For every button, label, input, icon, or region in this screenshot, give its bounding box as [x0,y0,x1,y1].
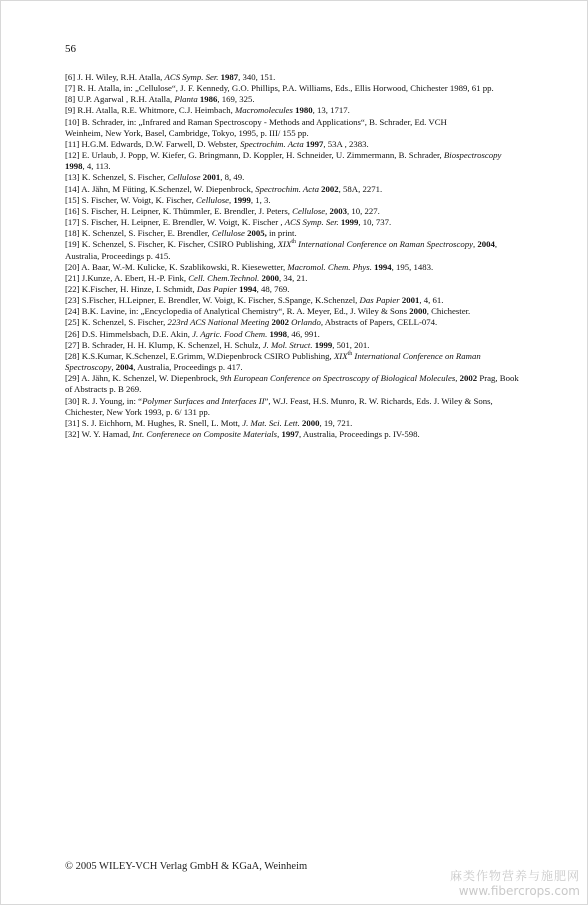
reference-year: 1997 [281,429,299,439]
reference-item [65,83,520,94]
reference-item [65,239,520,261]
reference-text: , 10, 737. [358,217,392,228]
reference-year: 1998 [269,328,287,339]
reference-italic-text: J. Mat. Sci. Lett. [242,417,300,428]
reference-italic-text: ACS Symp. Ser. [284,217,339,228]
reference-text: in print. [266,228,297,239]
reference-italic-text: ACS Symp. Ser. [164,72,219,82]
reference-text: [14] A. Jähn, M Füting, K.Schenzel, W. Diepenbrock, [65,183,256,194]
reference-item [65,306,520,317]
reference-item [65,273,520,284]
reference-year: 2003 [329,205,348,216]
reference-text: , [111,362,116,373]
reference-italic-text: Spectrochim. Acta [240,138,304,149]
reference-text: [10] B. Schrader, in: „Infrared and Raman Spectroscopy - Methods and Applications“, B. Schrader, Ed. VCH [65,116,447,127]
reference-text: [20] A. Baar, W.-M. Kulicke, K. Szablikowski, R. Kiesewetter, [65,261,288,272]
reference-text: , Chichester. [426,306,471,317]
reference-year: 1999 [233,194,251,205]
reference-text: [13] K. Schenzel, S. Fischer, [65,172,168,183]
reference-text: , 4, 113. [82,161,111,172]
reference-item [65,184,520,195]
reference-text: [15] S. Fischer, W. Voigt, K. Fischer, [65,194,196,205]
reference-item [65,262,520,273]
reference-text: , 8, 49. [220,172,245,183]
reference-text: , 169, 325. [217,94,255,105]
reference-item [65,295,520,306]
reference-item [65,105,520,116]
reference-text: , 53A , 2383. [323,138,369,149]
reference-text: , [472,239,478,250]
reference-italic-text: Orlando, [291,317,324,328]
reference-year: 2002 [321,183,339,194]
reference-year: 2002 [271,317,289,328]
reference-text: , 13, 1717. [312,105,350,116]
reference-text: [25] K. Schenzel, S. Fischer, [65,317,168,328]
reference-year: 1994 [374,261,392,272]
reference-text: [8] U.P. Agarwal , R.H. Atalla, [65,94,175,105]
reference-text: , [277,429,282,439]
reference-text: [17] S. Fischer, H. Leipner, E. Brendler, W. Voigt, K. Fischer , [65,217,285,228]
reference-item [65,418,520,429]
reference-item [65,172,520,183]
reference-year: 2005, [247,228,267,239]
reference-year: 2004 [115,362,134,373]
reference-year: 2001 [202,172,221,183]
reference-text: [19] K. Schenzel, S. Fischer, K. Fischer, CSIRO Publishing, [65,239,278,250]
reference-italic-text: Cell. Chem.Technol. [188,272,260,283]
reference-list [65,72,520,440]
reference-text: [11] H.G.M. Edwards, D.W. Farwell, D. Webster, [65,138,241,149]
reference-italic-text: Planta [174,94,198,105]
reference-italic-text: XIX [277,239,292,250]
page-number: 56 [65,43,76,55]
reference-year: 2000 [261,272,280,283]
reference-text: [9] R.H. Atalla, R.E. Whitmore, C.J. Heimbach, [65,105,235,116]
reference-year: 2002 [459,373,478,384]
reference-italic-text: XIX [333,350,348,361]
reference-year: 1999 [314,339,333,350]
reference-item [65,284,520,295]
reference-year: 1997 [305,138,324,149]
reference-text: , 195, 1483. [391,261,434,272]
reference-superscript: th [347,351,353,357]
reference-text: , Australia, Proceedings p. IV-598. [298,429,420,439]
reference-year: 2001 [401,295,420,306]
reference-item [65,373,520,395]
reference-text: [21] J.Kunze, A. Ebert, H.-P. Fink, [65,272,189,283]
reference-text: , [455,373,460,384]
reference-text: , 46, 991. [286,328,320,339]
reference-italic-text: Biospectroscopy [443,150,502,161]
reference-text: [30] R. J. Young, in: “ [65,395,143,406]
reference-item [65,94,520,105]
reference-text: [6] J. H. Wiley, R.H. Atalla, [65,72,165,82]
reference-italic-text: Cellulose [195,194,230,205]
reference-italic-text: Spectrochim. Acta [255,183,319,194]
reference-italic-text: 223rd ACS National Meeting [167,317,270,328]
reference-text: ”, W.J. Feast, H.S. Munro, R. W. Richards, Eds. J. Wiley & Sons, Chichester, New York 1993, p. 6/ 131 pp. [65,395,493,417]
site-watermark [450,869,580,899]
reference-text: , [325,205,330,216]
reference-year: 2000 [301,417,320,428]
reference-year: 2004 [477,239,495,250]
reference-item [65,228,520,239]
reference-text: , 10, 227. [347,205,380,216]
reference-item [65,117,520,139]
reference-italic-text: Das Papier [359,295,400,306]
reference-text: [16] S. Fischer, H. Leipner, K. Thümmler, E. Brendler, J. Peters, [65,205,293,216]
reference-text: [24] B.K. Lavine, in: „Encyclopedia of Analytical Chemistry“, R. A. Meyer, Ed., J. Wiley & Sons [65,306,410,317]
reference-text: , Australia, Proceedings p. 417. [133,362,243,373]
reference-item [65,206,520,217]
reference-text: [28] K.S.Kumar, K.Schenzel, E.Grimm, W.Diepenbrock CSIRO Publishing, [65,350,334,361]
reference-item [65,351,520,373]
reference-item [65,150,520,172]
reference-year: 1980 [295,105,313,116]
reference-italic-text: Macromol. Chem. Phys. [287,261,372,272]
reference-year: 1987 [220,72,239,82]
reference-text: , 19, 721. [319,417,353,428]
reference-italic-text: Cellulose [292,205,326,216]
reference-text: [22] K.Fischer, H. Hinze, I. Schmidt, [65,283,197,294]
reference-item [65,396,520,418]
reference-superscript: th [291,239,296,246]
reference-italic-text: J. Agric. Food Chem. [192,328,268,339]
reference-italic-text: International Conference on Raman Spectroscopy [65,350,481,373]
reference-text: , 58A, 2271. [338,183,383,194]
reference-text: [26] D.S. Himmelsbach, D.E. Akin, [65,328,193,339]
reference-item [65,329,520,340]
reference-item [65,139,520,150]
reference-text: [23] S.Fischer, H.Leipner, E. Brendler, W. Voigt, K. Fischer, S.Spange, K.Schenzel, [65,295,360,306]
reference-text: , [229,194,234,205]
reference-italic-text: J. Mol. Struct. [262,339,313,350]
reference-year: 2000 [409,306,427,317]
reference-text: [12] E. Urlaub, J. Popp, W. Kiefer, G. Bringmann, D. Koppler, H. Schneider, U. Zimmermann, B. Schrader, [65,150,444,161]
reference-text: , 4, 61. [419,295,444,306]
reference-text: , Australia, Proceedings p. 415. [65,239,498,261]
watermark-url: www.fibercrops.com [458,884,580,898]
reference-text: [27] B. Schrader, H. H. Klump, K. Schenzel, H. Schulz, [65,339,263,350]
reference-italic-text: 9th European Conference on Spectroscopy of Biological Molecules [220,373,456,384]
reference-text: [31] S. J. Eichhorn, M. Hughes, R. Snell, L. Mott, [65,417,243,428]
reference-italic-text: Macromolecules [234,105,293,116]
reference-italic-text: Das Papier [196,283,237,294]
reference-italic-text: Cellulose [211,228,245,239]
reference-text: [18] K. Schenzel, S. Fischer, E. Brendler, [65,228,212,239]
reference-item [65,217,520,228]
copyright-footer: © 2005 WILEY-VCH Verlag GmbH & KGaA, Weinheim [65,861,308,872]
watermark-site-name: 麻类作物营养与施肥网 [449,869,580,883]
reference-italic-text: Polymer Surfaces and Interfaces II [142,395,265,406]
reference-item [65,429,520,440]
reference-text: Prag, Book of Abstracts p. B 269. [65,373,519,395]
reference-continuation: Weinheim, New York, Basel, Cambridge, Tokyo, 1995, p. III/ 155 pp. [65,127,309,138]
reference-year: 1998 [65,161,83,172]
reference-item [65,317,520,328]
reference-item [65,195,520,206]
reference-text: [7] R. H. Atalla, in: „Cellulose“, J. F. Kennedy, G.O. Phillips, P.A. Williams, Eds., Ellis Horwood, Chichester 1989, 61 pp. [65,83,494,94]
reference-text: , 340, 151. [238,72,276,82]
reference-year: 1986 [199,94,218,105]
reference-text: [29] A. Jähn, K. Schenzel, W. Diepenbrock, [65,373,221,384]
reference-year: 1994 [239,283,257,294]
reference-text: , 34, 21. [279,272,308,283]
reference-italic-text: International Conference on Raman Spectroscopy [295,239,473,250]
reference-italic-text: Int. Conferenece on Composite Materials [132,429,278,439]
reference-item [65,340,520,351]
reference-text: , 501, 201. [332,339,370,350]
reference-year: 1999 [340,217,359,228]
reference-text: , 48, 769. [256,283,290,294]
reference-italic-text: Cellulose [167,172,201,183]
reference-item [65,72,520,83]
reference-text: [32] W. Y. Hamad, [65,429,133,439]
reference-text: , 1, 3. [250,194,271,205]
reference-text: Abstracts of Papers, CELL-074. [323,317,438,328]
